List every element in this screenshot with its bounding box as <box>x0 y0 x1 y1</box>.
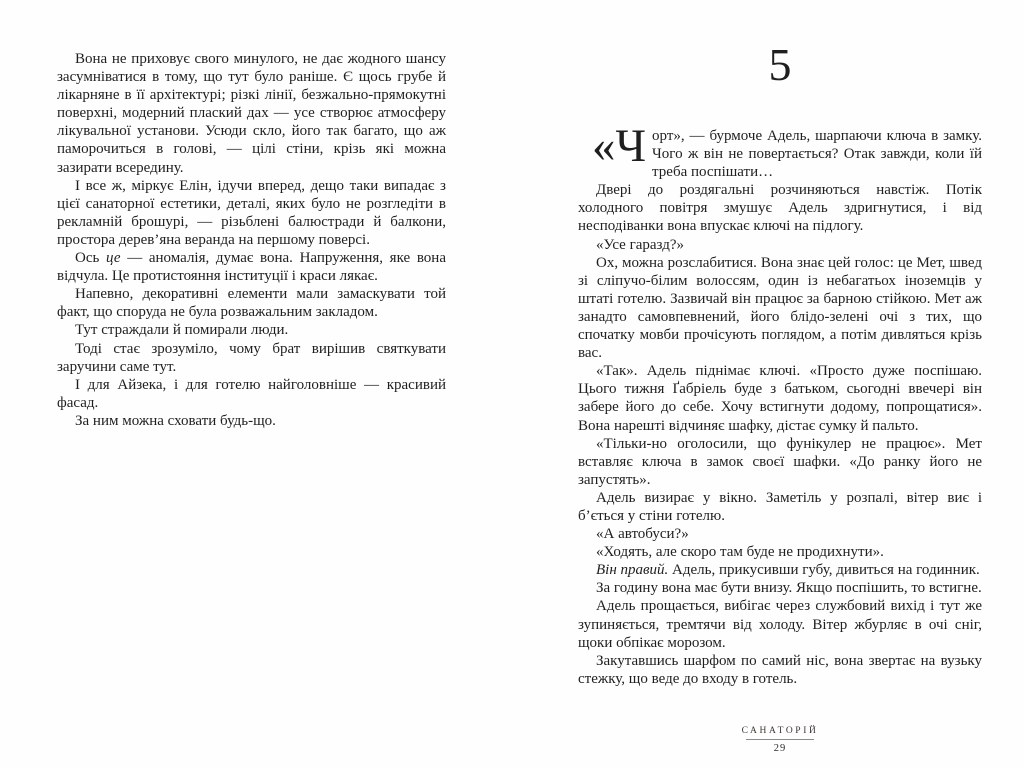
left-page <box>57 50 446 430</box>
body-paragraph: Вона не приховує свого минулого, не дає жодного шансу засумніватися в тому, що тут було раніше. Є щось грубе й лікарняне в її архітектурі; різкі лінії, безжально-прямокутні поверхні, модерний плаский дах — усе створює атмосферу лікувальної установи. Усюди скло, його так багато, що аж паморочиться в голові, — цілі стіни, крізь які можна зазирати всередину. <box>57 51 446 176</box>
page-number: 29 <box>773 743 787 754</box>
body-paragraph <box>578 561 982 579</box>
footer-rule <box>746 739 814 740</box>
chapter-body <box>578 120 982 688</box>
italic-phrase: це <box>106 250 121 267</box>
drop-cap: «Ч <box>592 120 647 172</box>
body-paragraph: І все ж, міркує Елін, ідучи вперед, дещо таки випадає з цієї санаторної естетики, деталі, яких було не розгледіти в рекламній брошурі, — різьблені балюстради й балкони, простора дерев’яна веранда на першому поверсі. <box>57 177 446 248</box>
body-paragraph: Тут страждали й помирали люди. <box>75 322 289 339</box>
running-title: САНАТОРІЙ <box>741 726 819 736</box>
body-paragraph: «Усе гаразд?» <box>596 236 684 253</box>
body-paragraph: «Ходять, але скоро там буде не продихнути». <box>596 544 884 561</box>
body-paragraph <box>578 120 982 181</box>
body-paragraph: Адель прощається, вибігає через службовий вихід і тут же зупиняється, тремтячи від холоду. Вітер жбурляє в очі сніг, щоки обпікає морозом. <box>578 598 982 651</box>
page-footer <box>578 726 982 754</box>
body-paragraph <box>57 249 446 285</box>
body-paragraph: За годину вона має бути внизу. Якщо поспішить, то встигне. <box>596 580 982 597</box>
body-paragraph: Двері до роздягальні розчиняються навстіж. Потік холодного повітря змушує Адель здригнутися, і від несподіванки вона впускає ключі на підлогу. <box>578 182 982 235</box>
body-paragraph: «А автобуси?» <box>596 526 689 543</box>
body-paragraph: «Тільки-но оголосили, що фунікулер не працює». Мет вставляє ключа в замок своєї шафки. «До ранку його не запустять». <box>578 435 982 488</box>
body-paragraph: Тоді стає зрозуміло, чому брат вирішив святкувати заручини саме тут. <box>57 340 446 375</box>
italic-phrase: Він правий. <box>596 562 669 579</box>
body-paragraph: Напевно, декоративні елементи мали замаскувати той факт, що споруда не була розважальним закладом. <box>57 286 446 321</box>
chapter-number: 5 <box>768 39 792 90</box>
paragraph-segment: Ось <box>75 250 106 267</box>
body-paragraph: І для Айзека, і для готелю найголовніше — красивий фасад. <box>57 376 446 411</box>
paragraph-segment: — аномалія, думає вона. Напруження, яке вона відчула. Це протистояння інституції і краси лякає. <box>57 250 446 285</box>
body-paragraph: Ох, можна розслабитися. Вона знає цей голос: це Мет, швед зі сліпучо-білим волоссям, один із небагатьох іноземців у штаті готелю. Зазвичай він працює за барною стійкою. Мет аж занадто самовпевнений, його блідо-зелені очі з тих, що спочатку мовби прочісують поглядом, а потім дивляться крізь вас. <box>578 254 982 362</box>
paragraph-segment: орт», — бурмоче Адель, шарпаючи ключа в замку. Чого ж він не повертається? Отак завжди, коли їй треба поспішати… <box>652 128 982 181</box>
body-paragraph: «Так». Адель піднімає ключі. «Просто дуже поспішаю. Цього тижня Ґабріель буде з батьком, сьогодні ввечері він забере його до себе. Хочу встигнути додому, попрощатися». Вона нарешті відчиняє шафку, дістає сумку й пальто. <box>578 363 982 434</box>
body-paragraph: Адель визирає у вікно. Заметіль у розпалі, вітер виє і б’ється у стіни готелю. <box>578 489 982 524</box>
body-paragraph: За ним можна сховати будь-що. <box>75 412 276 429</box>
paragraph-segment: Адель, прикусивши губу, дивиться на годинник. <box>668 562 980 579</box>
body-paragraph: Закутавшись шарфом по самий ніс, вона звертає на вузьку стежку, що веде до входу в готель. <box>578 652 982 687</box>
right-page <box>578 0 982 688</box>
